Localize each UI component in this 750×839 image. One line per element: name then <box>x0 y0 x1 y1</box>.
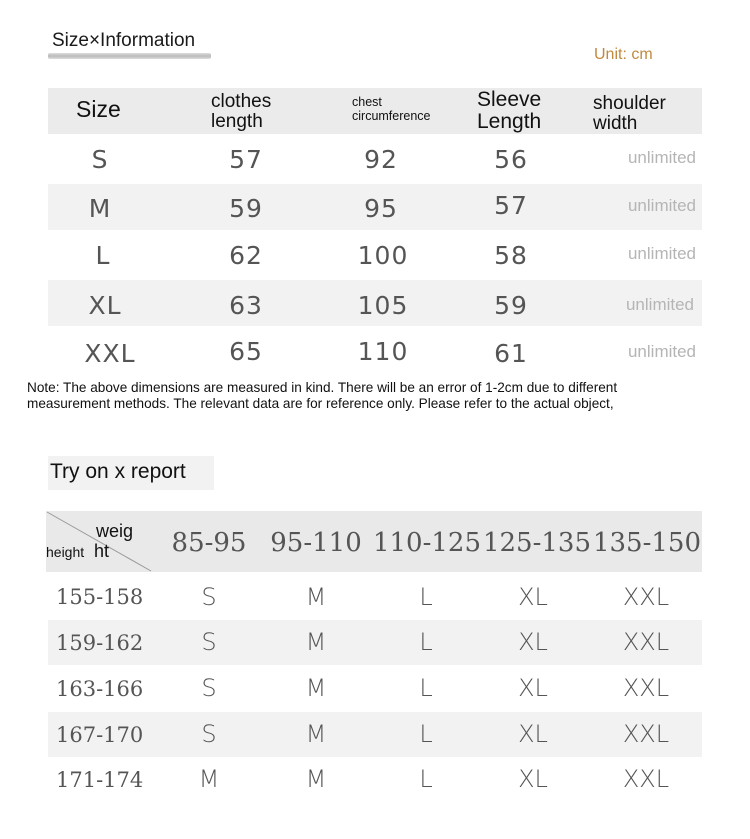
cell-length: 62 <box>229 241 263 270</box>
size-table-header <box>48 88 702 134</box>
cell-shoulder: unlimited <box>627 148 697 167</box>
size-cell: L <box>419 583 433 611</box>
cell-sleeve: 57 <box>494 191 528 220</box>
size-cell: M <box>305 674 327 702</box>
table-row <box>48 232 702 278</box>
size-cell: M <box>305 720 327 748</box>
cell-size: XXL <box>84 339 136 368</box>
cell-size: M <box>88 194 112 223</box>
table-row <box>48 574 702 619</box>
cell-sleeve: 61 <box>494 339 528 368</box>
cell-length: 65 <box>229 337 263 366</box>
size-cell: L <box>419 674 433 702</box>
size-cell: M <box>305 765 327 793</box>
height-cell: 159-162 <box>56 631 144 655</box>
table-row <box>48 328 702 374</box>
size-cell: XL <box>518 720 548 748</box>
cell-size: S <box>91 145 109 174</box>
corner-weight-label: weig <box>96 521 134 541</box>
size-cell: XXL <box>622 674 670 702</box>
cell-shoulder: unlimited <box>627 196 697 215</box>
note-line-1: Note: The above dimensions are measured in kind. There will be an error of 1-2cm due to different <box>27 380 618 395</box>
size-cell: XXL <box>622 628 670 656</box>
table-row <box>48 758 702 803</box>
header-clothes-length: clothes length <box>211 91 272 132</box>
size-cell: M <box>198 765 220 793</box>
size-cell: L <box>419 628 433 656</box>
try-on-header <box>46 511 702 572</box>
size-cell: S <box>201 674 217 702</box>
size-cell: S <box>201 720 217 748</box>
height-cell: 163-166 <box>56 677 144 701</box>
size-cell: XXL <box>622 583 670 611</box>
cell-size: L <box>95 241 111 270</box>
cell-sleeve: 56 <box>494 145 528 174</box>
try-on-title: Try on x report <box>50 460 186 483</box>
weight-col-1: 85-95 <box>171 528 247 558</box>
size-cell: XL <box>518 674 548 702</box>
weight-col-3: 110-125 <box>372 528 482 558</box>
weight-col-4: 125-135 <box>482 528 592 558</box>
size-cell: S <box>201 628 217 656</box>
cell-chest: 110 <box>357 337 409 366</box>
size-cell: M <box>305 628 327 656</box>
cell-chest: 95 <box>364 194 398 223</box>
cell-length: 63 <box>229 291 263 320</box>
cell-shoulder: unlimited <box>627 342 697 361</box>
size-cell: XL <box>518 583 548 611</box>
cell-length: 57 <box>229 145 263 174</box>
size-cell: XXL <box>622 720 670 748</box>
table-row <box>48 620 702 665</box>
cell-chest: 105 <box>357 291 409 320</box>
header-chest: chest circumference <box>352 95 431 123</box>
height-cell: 167-170 <box>56 723 144 747</box>
table-row <box>48 184 702 230</box>
title-underline <box>48 53 211 59</box>
size-info-title: Size×Information <box>52 30 196 51</box>
cell-size: XL <box>88 291 122 320</box>
size-cell: S <box>201 583 217 611</box>
height-cell: 155-158 <box>56 585 144 609</box>
note-line-2: measurement methods. The relevant data are for reference only. Please refer to the actual object, <box>27 396 614 411</box>
corner-height-label: height <box>46 544 85 560</box>
header-shoulder: shoulder width <box>593 93 666 134</box>
corner-weight-label-2: ht <box>94 541 110 561</box>
table-row <box>48 136 702 182</box>
table-row <box>48 712 702 757</box>
weight-col-5: 135-150 <box>592 528 702 558</box>
cell-chest: 92 <box>364 145 398 174</box>
size-cell: XL <box>518 765 548 793</box>
cell-chest: 100 <box>357 241 409 270</box>
cell-shoulder: unlimited <box>625 295 695 314</box>
weight-col-2: 95-110 <box>270 528 362 558</box>
cell-shoulder: unlimited <box>627 244 697 263</box>
height-cell: 171-174 <box>56 768 144 792</box>
size-cell: XXL <box>622 765 670 793</box>
size-cell: L <box>419 720 433 748</box>
table-row <box>48 280 702 326</box>
cell-length: 59 <box>229 194 263 223</box>
size-cell: L <box>419 765 433 793</box>
measurement-note <box>27 380 727 412</box>
cell-sleeve: 58 <box>494 241 528 270</box>
cell-sleeve: 59 <box>494 291 528 320</box>
table-row <box>48 666 702 711</box>
size-cell: XL <box>518 628 548 656</box>
size-cell: M <box>305 583 327 611</box>
header-size: Size <box>76 96 121 122</box>
unit-label: Unit: cm <box>594 46 653 63</box>
header-sleeve: Sleeve Length <box>477 88 542 134</box>
